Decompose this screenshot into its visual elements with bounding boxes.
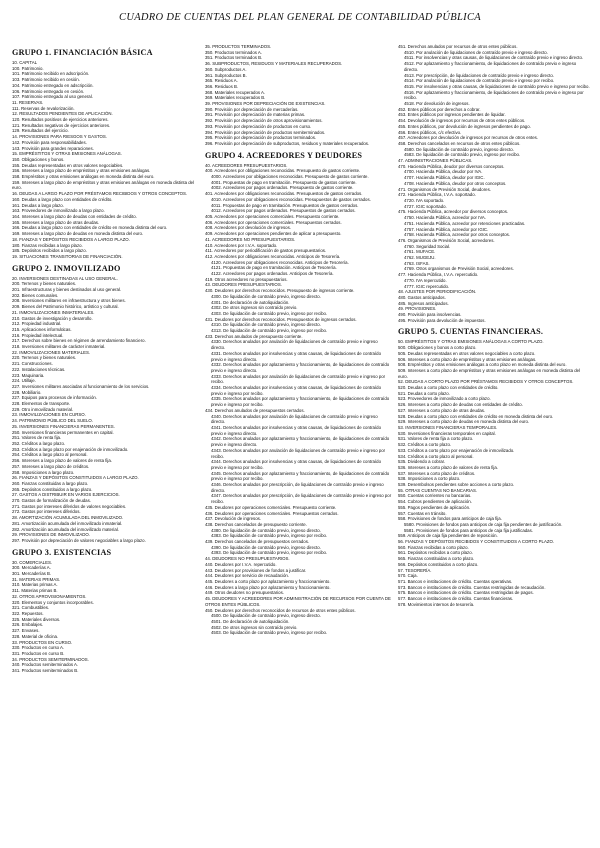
subaccount-entry: 4347. Derechos anulados por prescripción, de liquidaciones de contraído previo e ingreso por recibo. bbox=[211, 493, 392, 505]
account-entry: 169. Intereses a largo plazo de deudas en moneda distinta del euro. bbox=[12, 231, 144, 237]
account-entry: 440. Deudores por I.V.A. repercutido. bbox=[205, 561, 277, 567]
subaccount-entry: 4332. Derechos anulados por aplazamiento y fraccionamiento, de liquidaciones de contraído previo e ingreso directo. bbox=[211, 362, 390, 373]
account-entry: 103. Patrimonio recibido en cesión. bbox=[12, 77, 80, 83]
account-entry: 400. Acreedores por obligaciones reconocidas. Presupuesto de gastos corriente. bbox=[205, 168, 361, 174]
account-entry: 224. Utillaje. bbox=[12, 378, 36, 384]
account-entry: 30. COMERCIALES. bbox=[12, 559, 53, 565]
account-entry: 539. Desembolsos pendientes sobre acciones a corto plazo. bbox=[398, 482, 515, 488]
account-entry: 532. Créditos a corto plazo. bbox=[398, 442, 452, 448]
account-entry: 252. Créditos a largo plazo. bbox=[12, 441, 66, 446]
account-entry: 34. PRODUCTOS SEMITERMINADOS. bbox=[12, 656, 89, 662]
subaccount-entry: 4380. De liquidación de contraído previo, ingreso directo. bbox=[211, 527, 321, 533]
subaccount-entry: 4708. Hacienda Pública, deudor por otros conceptos. bbox=[404, 180, 507, 186]
account-entry: 472. Hacienda Pública, I.V.A. soportado. bbox=[398, 192, 476, 198]
account-entry: 520. Deudas a corto plazo con entidades de crédito. bbox=[398, 385, 499, 391]
account-entry: 322. Repuestos. bbox=[12, 610, 44, 616]
account-entry: 365. Residuos A. bbox=[205, 78, 238, 84]
subaccount-entry: 4515. Por insolvencias y otras causas, de liquidaciones de contraído previo e ingreso por recibo. bbox=[404, 83, 590, 89]
account-entry: 19. SITUACIONES TRANSITORIAS DE FINANCIACIÓN. bbox=[12, 253, 123, 259]
subaccount-entry: 4518. Por devolución de ingresos. bbox=[404, 101, 470, 107]
account-entry: 53. INVERSIONES FINANCIERAS TEMPORALES. bbox=[398, 425, 498, 430]
account-entry: 390. Provisión por depreciación de mercaderías. bbox=[205, 106, 299, 112]
account-entry: 11. RESERVAS. bbox=[12, 99, 44, 105]
subaccount-entry: 4751. Hacienda Pública, acreedor por retenciones practicadas. bbox=[404, 220, 526, 226]
subaccount-entry: 4002. Acreedores por pagos ordenados. Presupuesto de gastos corriente. bbox=[211, 185, 354, 191]
subaccount-entry: 5580. Provisiones de fondos para anticipos de caja fija pendientes de justificación. bbox=[404, 521, 563, 527]
subaccount-entry: 4340. Derechos anulados por anulación de liquidaciones de contraído previo e ingreso directo. bbox=[211, 413, 378, 425]
subaccount-entry: 4303. De liquidación de contraído previo, ingreso por recibo. bbox=[211, 310, 328, 316]
subaccount-entry: 4500. De liquidación de contraído previo, ingreso directo. bbox=[211, 613, 321, 619]
account-entry: 449. Otros deudores no presupuestarios. bbox=[205, 590, 284, 596]
account-entry: 310. Materias primas A. bbox=[12, 582, 58, 588]
account-entry: 56. FIANZAS Y DEPÓSITOS RECIBIDOS Y CONSTITUIDOS A CORTO PLAZO. bbox=[398, 539, 555, 545]
subaccount-entry: 4503. De liquidación de contraído previo, ingreso por recibo. bbox=[211, 630, 328, 636]
account-entry: 330. Productos en curso A. bbox=[12, 645, 65, 651]
account-entry: 411. Acreedores por periodificación de gastos presupuestarios. bbox=[205, 248, 327, 254]
account-entry: 528. Deudas a corto plazo con entidades de crédito en moneda distinta del euro. bbox=[398, 413, 554, 419]
account-entry: 351. Productos terminados B. bbox=[205, 55, 263, 61]
account-entry: 50. EMPRÉSTITOS Y OTRAS EMISIONES ANÁLOGAS A CORTO PLAZO. bbox=[398, 339, 544, 345]
subaccount-entry: 4516. Por aplazamiento y fraccionamiento, de liquidaciones de contraído previo e ingreso por recibo. bbox=[404, 89, 584, 101]
account-entry: 444. Deudores por servicio de recaudación. bbox=[205, 573, 290, 579]
account-entry: 531. Valores de renta fija a corto plazo. bbox=[398, 436, 474, 442]
subaccount-entry: 4341. Derechos anulados por insolvencias y otras causas, de liquidaciones de contraído previo e ingreso directo. bbox=[211, 425, 381, 436]
account-entry: 223. Maquinaria. bbox=[12, 372, 45, 378]
account-entry: 16. DEUDAS A LARGO PLAZO POR PRÉSTAMOS RECIBIDOS Y OTROS CONCEPTOS. bbox=[12, 191, 188, 197]
account-entry: 537. Intereses a corto plazo de créditos. bbox=[398, 470, 476, 476]
group-heading: GRUPO 1. FINANCIACIÓN BÁSICA bbox=[12, 48, 153, 57]
account-entry: 575. Bancos e instituciones de crédito. Cuentas restringidas de pagos. bbox=[398, 590, 534, 596]
account-entry: 33. PRODUCTOS EN CURSO. bbox=[12, 639, 73, 645]
subaccount-entry: 4750. Hacienda Pública, acreedor por IVA. bbox=[404, 215, 487, 221]
account-entry: 52. DEUDAS A CORTO PLAZO POR PRÉSTAMOS RECIBIDOS Y OTROS CONCEPTOS. bbox=[398, 379, 574, 385]
account-entry: 396. Provisión por depreciación de subproductos, residuos y materiales recuperados. bbox=[205, 140, 370, 146]
group-heading: GRUPO 3. EXISTENCIAS bbox=[12, 547, 112, 557]
subaccount-entry: 4302. De otros ingresos sin contraído previo. bbox=[211, 305, 298, 311]
account-entry: 523. Proveedores de inmovilizado a corto plazo. bbox=[398, 396, 491, 402]
subaccount-entry: 4010. Acreedores por obligaciones reconocidas. Presupuestos de gastos cerrados. bbox=[211, 196, 371, 202]
account-entry: 220. Terrenos y bienes naturales. bbox=[12, 355, 77, 361]
account-entry: 48. AJUSTES POR PERIODIFICACIÓN. bbox=[398, 289, 477, 295]
account-entry: 408. Acreedores por devolución de ingresos. bbox=[205, 225, 291, 231]
account-entry: 360. Subproductos A. bbox=[205, 66, 247, 72]
account-entry: 369. Materiales recuperados B. bbox=[205, 95, 266, 101]
account-entry: 368. Materiales recuperados A. bbox=[205, 89, 266, 95]
account-entry: 521. Deudas a corto plazo. bbox=[398, 390, 450, 396]
account-entry: 328. Material de oficina. bbox=[12, 633, 59, 639]
account-entry: 212. Propiedad industrial. bbox=[12, 321, 62, 327]
subaccount-entry: 4342. Derechos anulados por aplazamiento y fraccionamiento, de liquidaciones de contraído previo e ingreso directo. bbox=[211, 436, 390, 448]
account-entry: 485. Ingresos anticipados. bbox=[398, 300, 449, 306]
column-2 bbox=[205, 44, 393, 842]
account-entry: 185. Depósitos recibidos a largo plazo. bbox=[12, 248, 87, 254]
account-entry: 327. Envases. bbox=[12, 628, 40, 634]
subaccount-entry: 4333. Derechos anulados por anulación de liquidaciones de contraído previo e ingreso por recibo. bbox=[211, 373, 386, 385]
account-entry: 18. FIANZAS Y DEPÓSITOS RECIBIDOS A LARGO PLAZO. bbox=[12, 236, 130, 242]
account-entry: 410. Acreedores por I.V.A. soportado. bbox=[205, 242, 278, 248]
account-entry: 558. Provisiones de fondos para anticipos de caja fija. bbox=[398, 516, 502, 522]
account-entry: 228. Mobiliario. bbox=[12, 389, 42, 395]
account-entry: 22. INMOVILIZACIONES MATERIALES. bbox=[12, 349, 91, 355]
account-entry: 254. Créditos a largo plazo al personal. bbox=[12, 452, 88, 458]
subaccount-entry: 4700. Hacienda Pública, deudor por IVA. bbox=[404, 169, 483, 175]
subaccount-entry: 4330. Derechos anulados por anulación de liquidaciones de contraído previo e ingreso directo. bbox=[211, 339, 378, 351]
account-entry: 256. Intereses a largo plazo de valores de renta fija. bbox=[12, 458, 112, 464]
account-entry: 535. Dividendo a cobrar. bbox=[398, 459, 446, 465]
account-entry: 227. Inversiones militares asociadas al funcionamiento de los servicios. bbox=[12, 383, 150, 389]
subaccount-entry: 4346. Derechos anulados por prescripción, de liquidaciones de contraído previo e ingreso directo. bbox=[211, 482, 384, 493]
account-entry: 121. Resultados negativos de ejercicios anteriores. bbox=[12, 122, 111, 128]
account-entry: 28. AMORTIZACIÓN ACUMULADA DEL INMOVILIZADO. bbox=[12, 515, 124, 521]
subaccount-entry: 4510. Por anulación de liquidaciones de contraído previo e ingreso directo. bbox=[404, 49, 548, 55]
account-entry: 526. Intereses a corto plazo de deudas con entidades de crédito. bbox=[398, 402, 523, 408]
account-entry: 257. Intereses a largo plazo de créditos. bbox=[12, 463, 90, 469]
account-entry: 158. Empréstitos y otras emisiones análogas en moneda distinta del euro. bbox=[12, 174, 155, 180]
account-entry: 250. Inversiones financieras permanentes en capital. bbox=[12, 429, 114, 435]
subaccount-entry: 5581. Provisiones de fondos para anticipos de caja fija justificadas. bbox=[404, 527, 533, 533]
subaccount-entry: 4770. IVA repercutido. bbox=[404, 277, 447, 283]
account-entry: 160. Deudas a largo plazo con entidades de crédito. bbox=[12, 196, 113, 202]
account-entry: 455. Entes públicos, por devolución de ingresos pendientes de pago. bbox=[398, 123, 531, 129]
subaccount-entry: 4762. MUGEJU. bbox=[404, 255, 436, 261]
subaccount-entry: 4343. Derechos anulados por anulación de liquidaciones de contraído previo e ingreso por recibo. bbox=[211, 447, 386, 459]
account-entry: 111. Reservas de revalorización. bbox=[12, 105, 75, 111]
subaccount-entry: 4001. Propuestas de pago en tramitación. Presupuesto de gastos corriente. bbox=[211, 179, 357, 185]
account-entry: 200. Terrenos y bienes naturales. bbox=[12, 281, 77, 287]
account-entry: 210. Gastos de investigación y desarrollo. bbox=[12, 315, 93, 321]
account-entry: 405. Acreedores por operaciones comerciales. Presupuesto corriente. bbox=[205, 213, 340, 219]
group-heading: GRUPO 5. CUENTAS FINANCIERAS. bbox=[398, 327, 544, 337]
account-entry: 39. PROVISIONES POR DEPRECIACIÓN DE EXISTENCIAS. bbox=[205, 101, 326, 107]
subaccount-entry: 4760. Seguridad Social. bbox=[404, 243, 451, 249]
account-entry: 45. DEUDORES Y ACREEDORES POR ADMINISTRACIÓN DE RECURSOS POR CUENTA DE OTROS ENTES PÚBLICOS. bbox=[205, 596, 391, 607]
account-entry: 500. Obligaciones y bonos a corto plazo. bbox=[398, 345, 477, 351]
account-entry: 505. Deudas representadas en otros valores negociables a corto plazo. bbox=[398, 350, 536, 356]
account-entry: 55. OTRAS CUENTAS NO BANCARIAS. bbox=[398, 487, 478, 493]
account-entry: 445. Deudores a corto plazo por aplazamiento y fraccionamiento. bbox=[205, 578, 331, 584]
account-entry: 300. Mercaderías A. bbox=[12, 565, 51, 571]
account-entry: 490. Provisión para insolvencias. bbox=[398, 312, 462, 318]
account-entry: 27. GASTOS A DISTRIBUIR EN VARIOS EJERCICIOS. bbox=[12, 492, 120, 498]
account-entry: 458. Derechos cancelados en recursos de otros entes públicos. bbox=[398, 140, 521, 146]
account-entry: 258. Imposiciones a largo plazo. bbox=[12, 469, 75, 475]
account-entry: 301. Mercaderías B. bbox=[12, 571, 52, 577]
account-entry: 395. Provisión por depreciación de productos terminados. bbox=[205, 135, 317, 141]
account-entry: 557. Cuentas en tránsito. bbox=[398, 510, 447, 516]
account-entry: 565. Fianzas constituidas a corto plazo. bbox=[398, 556, 475, 562]
account-entry: 431. Deudores por derechos reconocidos. Presupuestos de ingresos cerrados. bbox=[205, 316, 357, 322]
account-entry: 559. Anticipos de caja fija pendientes de reposición. bbox=[398, 533, 498, 539]
account-entry: 406. Acreedores por operaciones comerciales. Presupuestos cerrados. bbox=[205, 219, 342, 225]
subaccount-entry: 4757. Hacienda Pública, acreedor por IGIC. bbox=[404, 226, 489, 232]
subaccount-entry: 4383. De liquidación de contraído previo, ingreso por recibo. bbox=[211, 533, 328, 539]
subaccount-entry: 4758. Hacienda Pública, acreedor por otros conceptos. bbox=[404, 232, 511, 238]
subaccount-entry: 4000. Acreedores por obligaciones reconocidas. Presupuesto de gastos corriente. bbox=[211, 174, 369, 180]
account-entry: 228. Elementos de transporte. bbox=[12, 401, 71, 407]
account-entry: 161. Deudas a largo plazo. bbox=[12, 202, 64, 208]
account-entry: 229. Otro inmovilizado material. bbox=[12, 406, 74, 412]
account-entry: 361. Subproductos B. bbox=[205, 72, 247, 78]
account-entry: 40. ACREEDORES PRESUPUESTARIOS. bbox=[205, 162, 288, 168]
subaccount-entry: 4331. Derechos anulados por insolvencias y otras causas, de liquidaciones de contraído previo e ingreso directo. bbox=[211, 350, 381, 362]
account-entry: 26. FIANZAS Y DEPÓSITOS CONSTITUIDOS A LARGO PLAZO. bbox=[12, 475, 139, 481]
account-entry: 159. Intereses a largo plazo de empréstitos y otras emisiones análogas en moneda distinta del euro. bbox=[12, 179, 195, 191]
subaccount-entry: 4580. De liquidación de contraído previo, ingreso directo. bbox=[404, 146, 514, 152]
account-entry: 216. Propiedad intelectual. bbox=[12, 332, 64, 338]
subaccount-entry: 4777. IGIC repercutido. bbox=[404, 283, 450, 289]
account-entry: 24. PATRIMONIO PÚBLICO DEL SUELO. bbox=[12, 418, 94, 424]
account-entry: 401. Acreedores por obligaciones reconocidas. Presupuestos de gastos cerrados. bbox=[205, 191, 363, 197]
account-entry: 101. Patrimonio recibido en adscripción. bbox=[12, 71, 90, 77]
account-entry: 436. Deudores por operaciones comerciales. Presupuestos cerrados. bbox=[205, 510, 339, 516]
account-entry: 270. Gastos de formalización de deudas. bbox=[12, 498, 91, 504]
account-entry: 107. Patrimonio entregado al uso general. bbox=[12, 94, 93, 100]
account-entry: 391. Provisión por depreciación de materias primas. bbox=[205, 112, 306, 118]
account-entry: 566. Depósitos constituidos a corto plazo. bbox=[398, 561, 479, 567]
subaccount-entry: 4335. Derechos anulados por aplazamiento y fraccionamiento, de liquidaciones de contraído previo e ingreso por recibo. bbox=[211, 396, 390, 408]
subaccount-entry: 4769. Otros organismos de Previsión Social, acreedores. bbox=[404, 266, 514, 272]
account-entry: 506. Intereses a corto plazo de empréstitos y otras emisiones análogas. bbox=[398, 356, 537, 362]
account-entry: 454. Devolución de ingresos por recursos de otros entes públicos. bbox=[398, 118, 526, 124]
account-entry: 437. Devolución de ingresos. bbox=[205, 516, 262, 522]
account-entry: 215. Aplicaciones informáticas. bbox=[12, 326, 72, 332]
subaccount-entry: 4121. Propuestas de pago en tramitación. Anticipos de Tesorería. bbox=[211, 265, 337, 271]
account-entry: 166. Deudas a largo plazo con entidades de crédito en moneda distinta del euro. bbox=[12, 225, 168, 231]
subaccount-entry: 4501. De declaración de autoliquidación. bbox=[211, 618, 290, 624]
account-entry: 534. Créditos a corto plazo al personal. bbox=[398, 453, 474, 459]
account-entry: 394. Provisión por depreciación de productos semiterminados. bbox=[205, 129, 326, 135]
account-entry: 577. Bancos e instituciones de crédito. Cuentas financieras. bbox=[398, 596, 514, 602]
account-entry: 331. Productos en curso B. bbox=[12, 650, 65, 656]
subaccount-entry: 4300. De liquidación de contraído previo, ingreso directo. bbox=[211, 293, 321, 299]
account-entry: 106. Patrimonio entregado en cesión. bbox=[12, 88, 85, 94]
account-entry: 12. RESULTADOS PENDIENTES DE APLICACIÓN. bbox=[12, 111, 113, 117]
account-entry: 495. Provisión para devolución de impuestos. bbox=[398, 317, 486, 323]
account-entry: 253. Créditos a largo plazo por enajenación de inmovilizado. bbox=[12, 446, 129, 452]
subaccount-entry: 4120. Acreedores por obligaciones reconocidas. Anticipos de Tesorería. bbox=[211, 259, 349, 265]
account-entry: 271. Gastos por intereses diferidos de valores negociables. bbox=[12, 503, 127, 509]
account-entry: 20. INVERSIONES DESTINADAS AL USO GENERAL. bbox=[12, 275, 118, 281]
subaccount-entry: 4301. De declaración de autoliquidación. bbox=[211, 299, 290, 305]
subaccount-entry: 4512. Por aplazamiento y fraccionamiento, de liquidaciones de contraído previo e ingreso directo. bbox=[404, 61, 577, 72]
account-entry: 578. Movimientos internos de tesorería. bbox=[398, 601, 475, 607]
account-entry: 471. Organismos de Previsión Social, deudores. bbox=[398, 186, 491, 192]
account-entry: 44. DEUDORES NO PRESUPUESTARIOS. bbox=[205, 556, 290, 562]
account-entry: 104. Patrimonio entregado en adscripción. bbox=[12, 82, 94, 88]
account-entry: 218. Inversiones militares de carácter inmaterial. bbox=[12, 344, 106, 350]
account-entry: 508. Empréstitos y otras emisiones análogas a corto plazo en moneda distinta del euro. bbox=[398, 362, 567, 368]
account-entry: 571. Bancos e instituciones de crédito. Cuentas operativas. bbox=[398, 578, 513, 584]
account-entry: 550. Cuentas corrientes no bancarias. bbox=[398, 493, 472, 499]
subaccount-entry: 4514. Por anulación de liquidaciones de contraído previo e ingreso por recibo. bbox=[404, 78, 555, 84]
account-entry: 163. Proveedores de inmovilizado a largo plazo. bbox=[12, 208, 105, 214]
account-entry: 480. Gastos anticipados. bbox=[398, 294, 446, 300]
subaccount-entry: 4727. IGIC soportado. bbox=[404, 203, 447, 209]
account-entry: 209. Bienes del Patrimonio histórico, artístico y cultural. bbox=[12, 304, 119, 310]
account-entry: 477. Hacienda Pública, I.V.A. repercutido. bbox=[398, 272, 479, 278]
subaccount-entry: 4513. Por prescripción, de liquidaciones de contraído previo e ingreso directo. bbox=[404, 72, 554, 78]
account-entry: 533. Créditos a corto plazo por enajenación de inmovilizado. bbox=[398, 447, 515, 453]
account-entry: 129. Resultados del ejercicio. bbox=[12, 128, 69, 134]
subaccount-entry: 4310. De liquidación de contraído previo, ingreso directo. bbox=[211, 322, 321, 328]
account-entry: 433. Derechos anulados de presupuesto corriente. bbox=[205, 333, 303, 339]
account-entry: 180. Fianzas recibidas a largo plazo. bbox=[12, 242, 83, 248]
subaccount-entry: 4761. MUFACE. bbox=[404, 249, 436, 255]
page-title: CUADRO DE CUENTAS DEL PLAN GENERAL DE CONTABILIDAD PÚBLICA bbox=[119, 12, 481, 23]
account-entry: 251. Valores de renta fija. bbox=[12, 435, 62, 441]
account-entry: 265. Depósitos constituidos a largo plazo. bbox=[12, 486, 93, 492]
account-entry: 509. Intereses a corto plazo de empréstitos y otras emisiones análogas en moneda distinta del euro. bbox=[398, 367, 581, 379]
account-entry: 555. Pagos pendientes de aplicación. bbox=[398, 504, 471, 510]
account-entry: 435. Deudores por operaciones comerciales. Presupuesto corriente. bbox=[205, 504, 337, 510]
subaccount-entry: 4012. Acreedores por pagos ordenados. Presupuestos de gastos cerrados. bbox=[211, 208, 356, 214]
account-entry: 366. Residuos B. bbox=[205, 83, 239, 89]
account-entry: 475. Hacienda Pública, acreedor por diversos conceptos. bbox=[398, 209, 509, 215]
account-entry: 320. Elementos y conjuntos incorporables. bbox=[12, 599, 94, 605]
account-entry: 560. Fianzas recibidas a corto plazo. bbox=[398, 544, 469, 550]
subaccount-entry: 4763. ISFAS. bbox=[404, 260, 430, 266]
account-entry: 340. Productos semiterminados A. bbox=[12, 662, 79, 668]
account-entry: 341. Productos semiterminados B. bbox=[12, 668, 79, 674]
account-entry: 419. Otros acreedores no presupuestarios. bbox=[205, 276, 288, 282]
account-entry: 409. Acreedores por operaciones pendientes de aplicar a presupuesto. bbox=[205, 231, 342, 237]
account-entry: 456. Entes públicos, c/c efectivo. bbox=[398, 129, 462, 135]
account-entry: 438. Derechos cancelados de presupuesto corriente. bbox=[205, 521, 307, 527]
account-entry: 282. Amortización acumulada del inmovilizado material. bbox=[12, 526, 119, 532]
account-entry: 201. Infraestructuras y bienes destinados al uso general. bbox=[12, 287, 122, 293]
group-heading: GRUPO 2. INMOVILIZADO bbox=[12, 263, 121, 273]
account-entry: 43. DEUDORES PRESUPUESTARIOS. bbox=[205, 282, 282, 288]
account-entry: 21. INMOVILIZACIONES INMATERIALES. bbox=[12, 309, 95, 315]
account-entry: 165. Intereses a largo plazo de otras deudas. bbox=[12, 219, 100, 225]
account-entry: 156. Intereses a largo plazo de empréstitos y otras emisiones análogas. bbox=[12, 168, 151, 174]
subaccount-entry: 4393. De liquidación de contraído previo, ingreso por recibo. bbox=[211, 550, 328, 556]
account-entry: 450. Deudores por derechos reconocidos de recursos de otros entes públicos. bbox=[205, 607, 356, 613]
account-entry: 150. Obligaciones y bonos. bbox=[12, 156, 65, 162]
subaccount-entry: 4334. Derechos anulados por insolvencias y otras causas, de liquidaciones de contraído previo e ingreso por recibo. bbox=[211, 385, 381, 396]
account-entry: 529. Intereses a corto plazo de deudas en moneda distinta del euro. bbox=[398, 419, 530, 425]
group-heading: GRUPO 4. ACREEDORES Y DEUDORES bbox=[205, 150, 363, 160]
account-entry: 457. Acreedores por devolución de ingresos por recursos de otros entes. bbox=[398, 135, 539, 141]
account-entry: 142. Provisión para responsabilidades. bbox=[12, 139, 87, 145]
account-entry: 412. Acreedores por obligaciones reconocidas. Anticipos de Tesorería. bbox=[205, 253, 341, 259]
subaccount-entry: 4502. De otros ingresos sin contraído previo. bbox=[211, 624, 298, 630]
account-entry: 23. INMOVILIZACIONES EN CURSO. bbox=[12, 412, 86, 418]
account-entry: 446. Deudores a largo plazo por aplazamiento y fraccionamiento. bbox=[205, 584, 331, 590]
account-entry: 561. Depósitos recibidos a corto plazo. bbox=[398, 550, 473, 556]
account-entry: 281. Amortización acumulada del inmovilizado inmaterial. bbox=[12, 520, 123, 526]
account-entry: 36. SUBPRODUCTOS, RESIDUOS Y MATERIALES RECUPERADOS. bbox=[205, 61, 343, 67]
account-entry: 10. CAPITAL bbox=[12, 60, 38, 65]
account-entry: 452. Entes públicos por derechos a cobrar. bbox=[398, 106, 481, 112]
account-entry: 573. Bancos e instituciones de crédito. Cuentas restringidas de recaudación. bbox=[398, 584, 546, 590]
account-entry: 260. Fianzas constituidas a largo plazo. bbox=[12, 480, 89, 486]
subaccount-entry: 4345. Derechos anulados por aplazamiento y fraccionamiento, de liquidaciones de contraído previo e ingreso por recibo. bbox=[211, 470, 390, 482]
account-entry: 321. Combustibles. bbox=[12, 605, 50, 611]
subaccount-entry: 4344. Derechos anulados por insolvencias y otras causas, de liquidaciones de contraído previo e ingreso por recibo. bbox=[211, 459, 381, 470]
column-3 bbox=[398, 44, 590, 842]
account-entry: 297. Provisión por depreciación de valores negociables a largo plazo. bbox=[12, 537, 146, 543]
account-entry: 41. ACREEDORES NO PRESUPUESTARIOS. bbox=[205, 236, 296, 242]
account-entry: 47. ADMINISTRACIONES PÚBLICAS. bbox=[398, 158, 473, 164]
account-entry: 554. Cobros pendientes de aplicación. bbox=[398, 499, 472, 505]
subaccount-entry: 4011. Propuestas de pago en tramitación. Presupuestos de gastos cerrados. bbox=[211, 202, 359, 208]
account-entry: 155. Deudas representadas en otros valores negociables. bbox=[12, 162, 124, 168]
account-entry: 49. PROVISIONES. bbox=[398, 306, 437, 312]
subaccount-entry: 4390. De liquidación de contraído previo, ingreso directo. bbox=[211, 544, 321, 550]
account-entry: 476. Organismos de Previsión Social, acreedores. bbox=[398, 237, 495, 243]
account-entry: 470. Hacienda Pública, deudor por diversos conceptos. bbox=[398, 163, 505, 169]
account-entry: 222. Instalaciones técnicas. bbox=[12, 366, 66, 372]
account-entry: 392. Provisión por depreciación de otros aprovisionamientos. bbox=[205, 118, 323, 124]
account-entry: 120. Resultados positivos de ejercicios anteriores. bbox=[12, 117, 109, 123]
account-entry: 32. OTROS APROVISIONAMIENTOS. bbox=[12, 593, 87, 599]
account-entry: 100. Patrimonio. bbox=[12, 65, 44, 71]
account-entry: 325. Materiales diversos. bbox=[12, 616, 61, 622]
account-entry: 434. Derechos anulados de presupuestos cerrados. bbox=[205, 407, 305, 413]
account-entry: 350. Productos terminados A. bbox=[205, 49, 262, 55]
account-entry: 430. Deudores por derechos reconocidos. Presupuesto de ingresos corriente. bbox=[205, 288, 355, 294]
account-entry: 164. Intereses a largo plazo de deudas con entidades de crédito. bbox=[12, 213, 137, 219]
account-entry: 15. EMPRÉSTITOS Y OTRAS EMISIONES ANÁLOGAS. bbox=[12, 151, 122, 157]
account-entry: 29. PROVISIONES DE INMOVILIZADO. bbox=[12, 532, 90, 538]
account-entry: 14. PROVISIONES PARA RIESGOS Y GASTOS. bbox=[12, 134, 108, 140]
account-entry: 570. Caja. bbox=[398, 573, 418, 579]
account-entry: 453. Entes públicos por ingresos pendientes de liquidar. bbox=[398, 112, 506, 118]
account-entry: 217. Derechos sobre bienes en régimen de arrendamiento financiero. bbox=[12, 338, 146, 344]
account-entry: 143. Provisión para grandes reparaciones. bbox=[12, 145, 94, 151]
subaccount-entry: 4313. De liquidación de contraído previo, ingreso por recibo. bbox=[211, 328, 328, 334]
subaccount-entry: 4511. Por insolvencias y otras causas, de liquidaciones de contraído previo e ingreso directo. bbox=[404, 55, 584, 61]
account-entry: 57. TESORERÍA. bbox=[398, 567, 432, 573]
subaccount-entry: 4720. IVA soportado. bbox=[404, 197, 445, 203]
account-entry: 208. Inversiones militares en infraestructura y otros bienes. bbox=[12, 298, 126, 304]
column-1 bbox=[12, 44, 197, 842]
subaccount-entry: 4707. Hacienda Pública, deudor por IGIC. bbox=[404, 175, 485, 181]
account-entry: 311. Materias primas B. bbox=[12, 588, 58, 594]
account-entry: 227. Equipos para procesos de información. bbox=[12, 395, 97, 401]
account-entry: 530. Inversiones financieras temporales en capital. bbox=[398, 430, 496, 436]
subaccount-entry: 4583. De liquidación de contraído previo, ingreso por recibo. bbox=[404, 152, 521, 158]
account-entry: 451. Derechos anulados por recursos de otros entes públicos. bbox=[398, 44, 518, 49]
account-entry: 443. Deudores por provisiones de fondos a justificar. bbox=[205, 567, 307, 573]
account-entry: 272. Gastos por intereses diferidos. bbox=[12, 509, 81, 515]
account-entry: 527. Intereses a corto plazo de otras deudas. bbox=[398, 407, 486, 413]
account-entry: 538. Imposiciones a corto plazo. bbox=[398, 476, 461, 482]
account-entry: 25. INVERSIONES FINANCIERAS PERMANENTES. bbox=[12, 423, 115, 429]
account-entry: 35. PRODUCTOS TERMINADOS. bbox=[205, 44, 272, 49]
subaccount-entry: 4122. Acreedores por pagos ordenados. Anticipos de Tesorería. bbox=[211, 271, 334, 277]
account-entry: 221. Construcciones. bbox=[12, 361, 53, 367]
account-entry: 439. Derechos cancelados de presupuestos cerrados. bbox=[205, 539, 310, 545]
account-entry: 202. Bienes comunales. bbox=[12, 292, 59, 298]
account-entry: 536. Intereses a corto plazo de valores de renta fija. bbox=[398, 464, 498, 470]
account-entry: 393. Provisión por depreciación de productos en curso. bbox=[205, 123, 312, 129]
account-entry: 326. Embalajes. bbox=[12, 622, 44, 628]
account-entry: 31. MATERIAS PRIMAS. bbox=[12, 576, 61, 582]
